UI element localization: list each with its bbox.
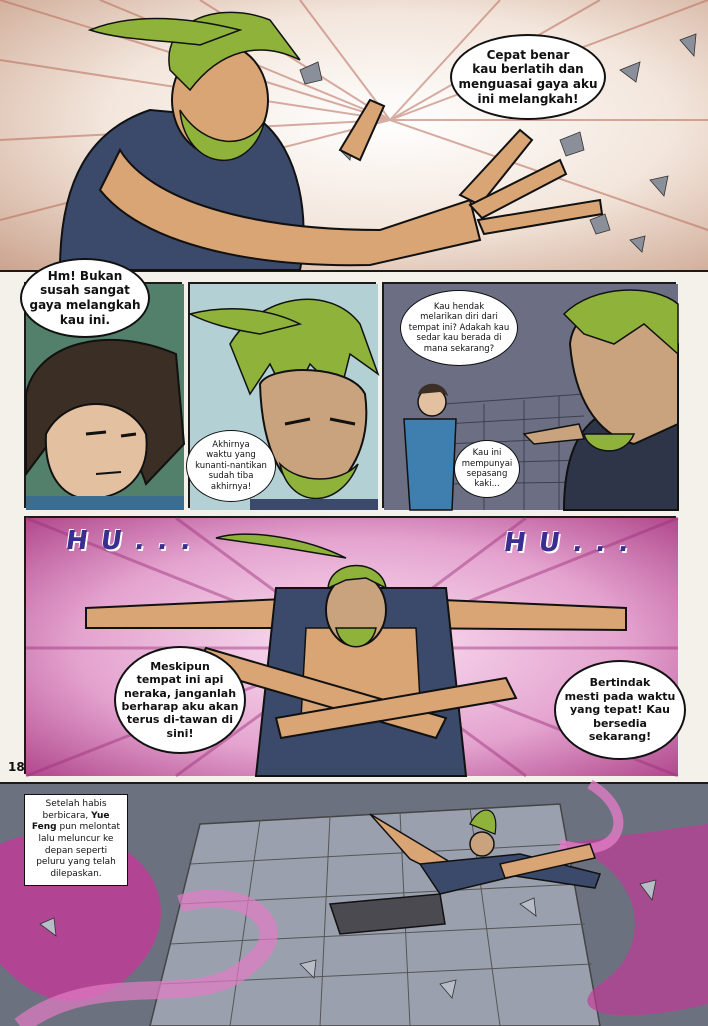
panel-4 [382, 282, 676, 508]
panel-1 [0, 0, 708, 272]
caption-character-name: Yue Feng [31, 810, 110, 833]
panel-5 [24, 516, 676, 774]
sfx-hu-left: H U . . . [63, 526, 195, 556]
page-number: 18 [8, 760, 25, 774]
panel-4-speech-bubble-bottom [454, 440, 520, 498]
panel-5-speech-text-right: Bertindak mesti pada waktu yang tepat! Kau bersedia sekarang! [564, 676, 676, 744]
panel-4-speech-bubble-top [400, 290, 518, 366]
panel-4-speech-text-bottom: Kau ini mempunyai sepasang kaki... [461, 448, 513, 490]
panel-3-speech-text: Akhirnya waktu yang kunanti-nantikan sudah tiba akhirnya! [195, 440, 267, 492]
panel-1-art [0, 0, 708, 270]
panel-2-speech-bubble [20, 258, 150, 338]
panel-1-speech-bubble [450, 34, 606, 120]
panel-4-speech-text-top: Kau hendak melarikan diri dari tempat ini? Adakah kau sedar kau berada di mana sekarang? [408, 302, 510, 354]
sfx-hu-right: H U . . . [501, 528, 633, 558]
panel-2-speech-text: Hm! Bukan susah sangat gaya melangkah kau ini. [29, 268, 141, 327]
panel-5-speech-text-left: Meskipun tempat ini api neraka, janganlah berharap aku akan terus di-tawan di sini! [121, 659, 239, 740]
panel-5-speech-bubble-right [554, 660, 686, 760]
panel-2 [24, 268, 182, 508]
panel-3 [188, 282, 376, 508]
caption-text-post: pun melontat lalu meluncur ke depan seperti peluru yang telah dilepaskan. [36, 822, 121, 880]
panel-1-speech-text: Cepat benar kau berlatih dan menguasai gaya aku ini melangkah! [458, 47, 598, 106]
panel-5-speech-bubble-left [114, 646, 246, 754]
panel-3-speech-bubble [186, 430, 276, 502]
panel-6 [0, 782, 708, 1024]
caption-text-pre: Setelah habis berbicara, [42, 799, 107, 821]
narration-caption [24, 794, 128, 886]
